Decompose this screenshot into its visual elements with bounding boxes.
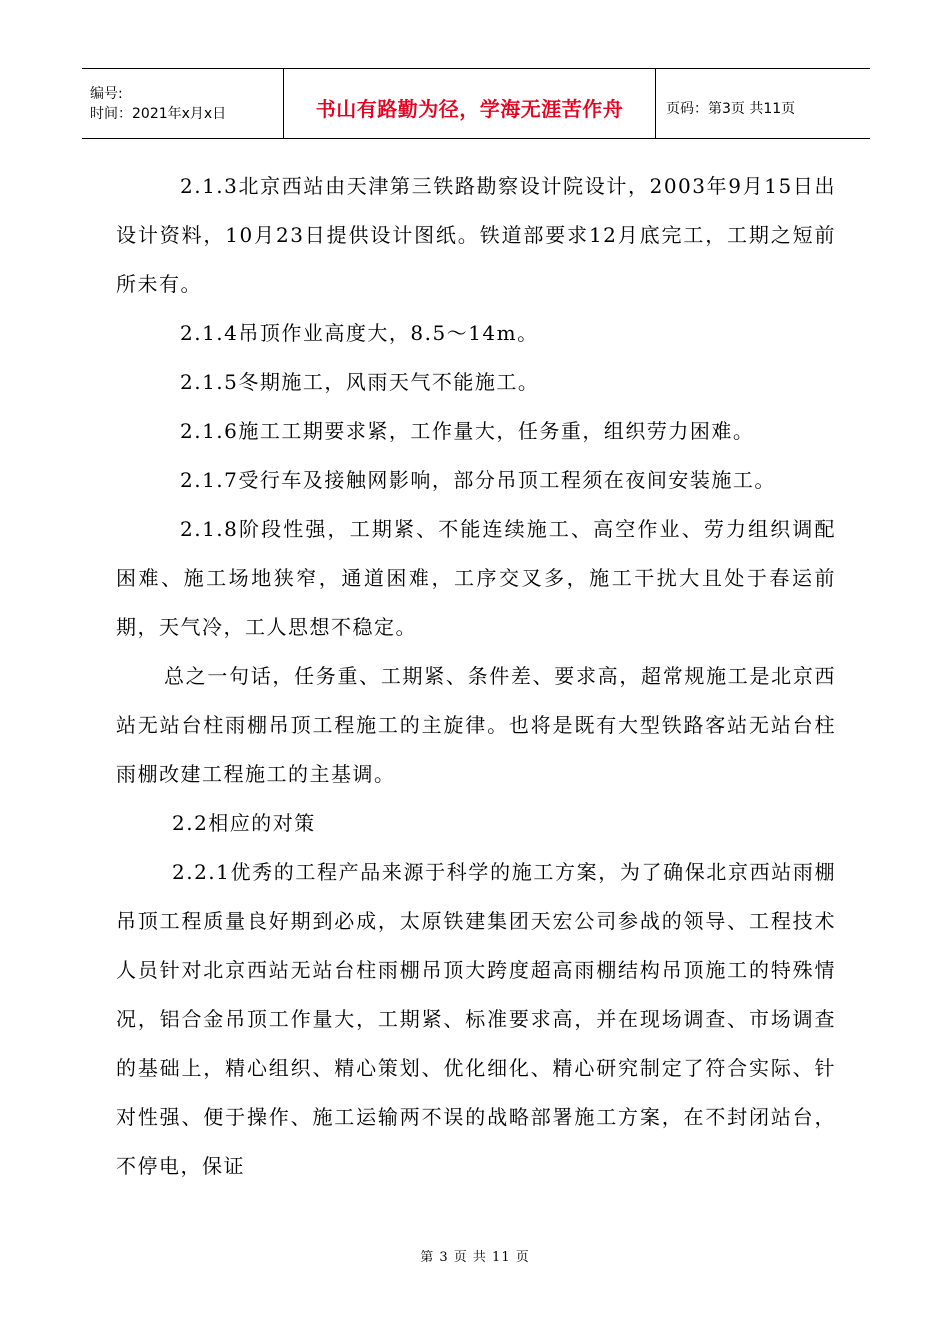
header-motto-cell (283, 69, 656, 138)
header-page-number: 页码：第3页 共11页 (666, 100, 796, 117)
document-number-label: 编号: (90, 85, 123, 102)
paragraph: 2.1.7受行车及接触网影响，部分吊顶工程须在夜间安装施工。 (180, 468, 776, 492)
paragraph: 2.1.4吊顶作业高度大，8.5～14m。 (180, 321, 539, 345)
paragraph: 2.1.3北京西站由天津第三铁路勘察设计院设计，2003年9月15日出设计资料，10月23日提供设计图纸。铁道部要求12月底完工，工期之短前所未有。 (116, 174, 836, 296)
document-date: 时间：2021年x月x日 (90, 105, 227, 122)
paragraph: 2.1.8阶段性强，工期紧、不能连续施工、高空作业、劳力组织调配困难、施工场地狭窄，通道困难，工序交叉多，施工干扰大且处于春运前期，天气冷，工人思想不稳定。 (116, 517, 836, 639)
document-body (116, 162, 836, 1191)
paragraph: 2.1.6施工工期要求紧，工作量大，任务重，组织劳力困难。 (180, 419, 755, 443)
paragraph: 2.1.5冬期施工，风雨天气不能施工。 (180, 370, 540, 394)
section-heading: 2.2相应的对策 (172, 811, 316, 835)
header-page-cell (656, 69, 870, 138)
page-footer: 第 3 页 共 11 页 (420, 1250, 530, 1265)
paragraph: 2.2.1优秀的工程产品来源于科学的施工方案，为了确保北京西站雨棚吊顶工程质量良好期到必成，太原铁建集团天宏公司参战的领导、工程技术人员针对北京西站无站台柱雨棚吊顶大跨度超高雨棚结构吊顶施工的特殊情况，铝合金吊顶工作量大，工期紧、标准要求高，并在现场调查、市场调查的基础上，精心组织、精心策划、优化细化、精心研究制定了符合实际、针对性强、便于操作、施工运输两不误的战略部署施工方案，在不封闭站台，不停电，保证 (116, 860, 836, 1178)
header-meta (82, 69, 283, 138)
page-header (82, 68, 870, 139)
paragraph: 总之一句话，任务重、工期紧、条件差、要求高，超常规施工是北京西站无站台柱雨棚吊顶工程施工的主旋律。也将是既有大型铁路客站无站台柱雨棚改建工程施工的主基调。 (116, 664, 836, 786)
header-motto: 书山有路勤为径，学海无涯苦作舟 (315, 97, 624, 121)
